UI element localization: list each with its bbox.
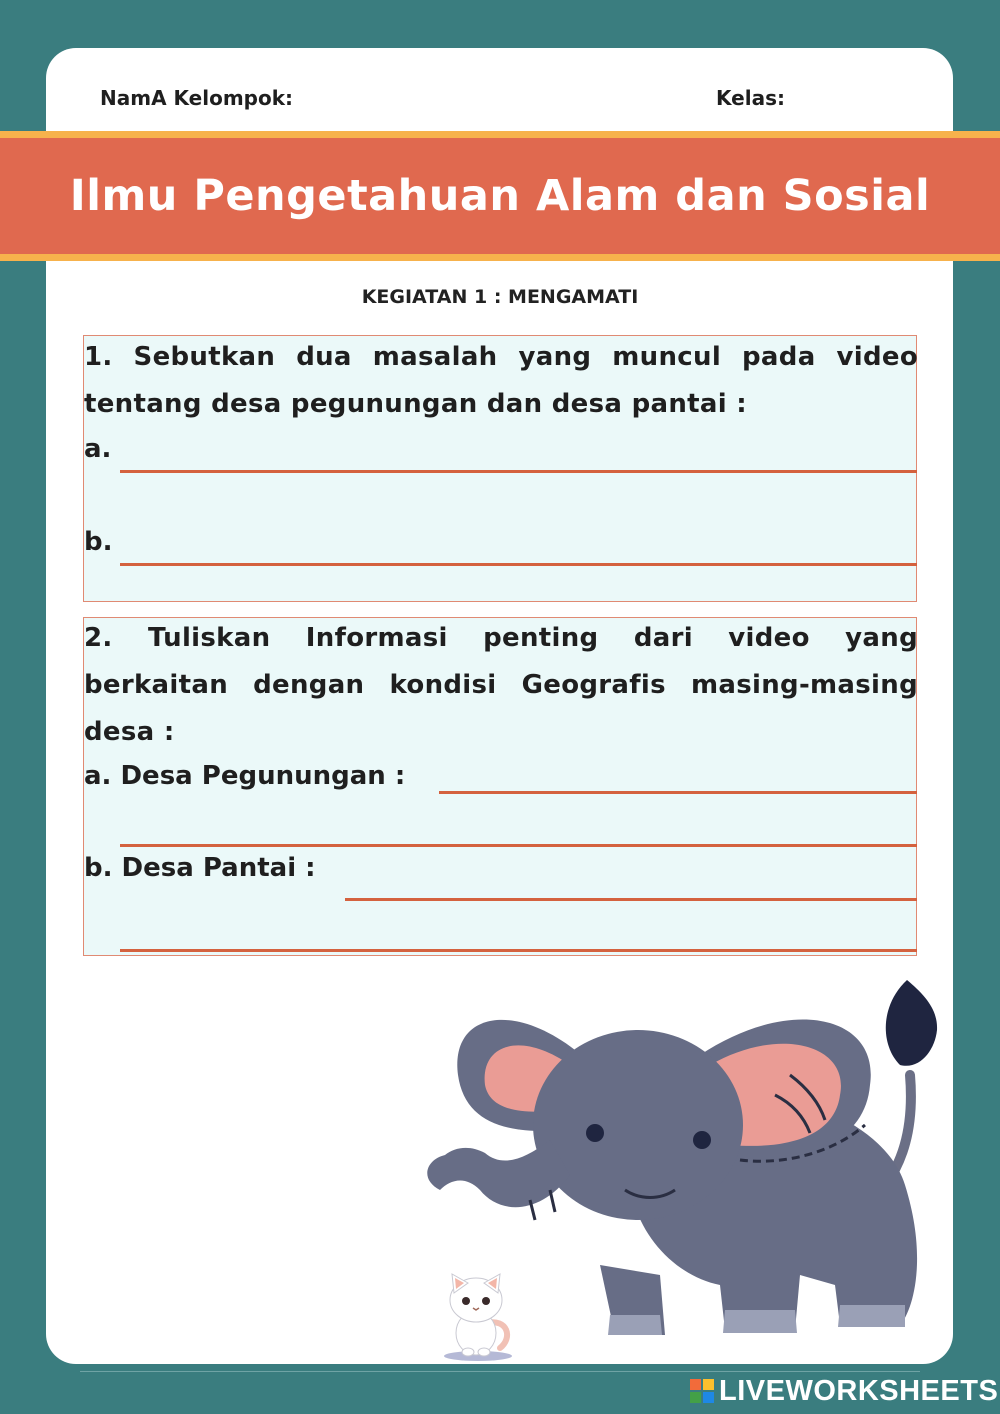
- liveworksheets-logo[interactable]: [690, 1374, 999, 1408]
- title-banner: [0, 138, 1000, 254]
- answer-line-2b-2[interactable]: [120, 949, 917, 952]
- question-1-line-1: 1. Sebutkan dua masalah yang muncul pada video: [84, 342, 918, 372]
- answer-line-2a-2[interactable]: [120, 844, 917, 847]
- cat-illustration: [438, 1268, 518, 1363]
- answer-line-2b-1[interactable]: [345, 898, 917, 901]
- class-label: Kelas:: [716, 86, 785, 110]
- worksheet-title: Ilmu Pengetahuan Alam dan Sosial: [69, 171, 931, 221]
- answer-line-1b[interactable]: [120, 563, 917, 566]
- activity-title: KEGIATAN 1 : MENGAMATI: [361, 286, 639, 308]
- question-2-option-a: a. Desa Pegunungan :: [84, 761, 406, 791]
- question-1-line-2: tentang desa pegunungan dan desa pantai :: [84, 389, 747, 419]
- question-1-option-b: b.: [84, 527, 113, 557]
- question-2-option-b: b. Desa Pantai :: [84, 853, 316, 883]
- question-1-option-a: a.: [84, 434, 112, 464]
- question-1-box: [83, 335, 917, 602]
- question-2-box: [83, 617, 917, 956]
- question-2-line-3: desa :: [84, 717, 175, 747]
- answer-line-2a-1[interactable]: [439, 791, 917, 794]
- liveworksheets-logo-icon: [690, 1379, 714, 1403]
- question-2-line-1: 2. Tuliskan Informasi penting dari video yang: [84, 623, 918, 653]
- footer-divider: [80, 1371, 920, 1372]
- question-2-line-2: berkaitan dengan kondisi Geografis masing-masing: [84, 670, 918, 700]
- liveworksheets-brand: LIVEWORKSHEETS: [719, 1374, 999, 1407]
- answer-line-1a[interactable]: [120, 470, 917, 473]
- group-name-label: NamA Kelompok:: [100, 86, 294, 110]
